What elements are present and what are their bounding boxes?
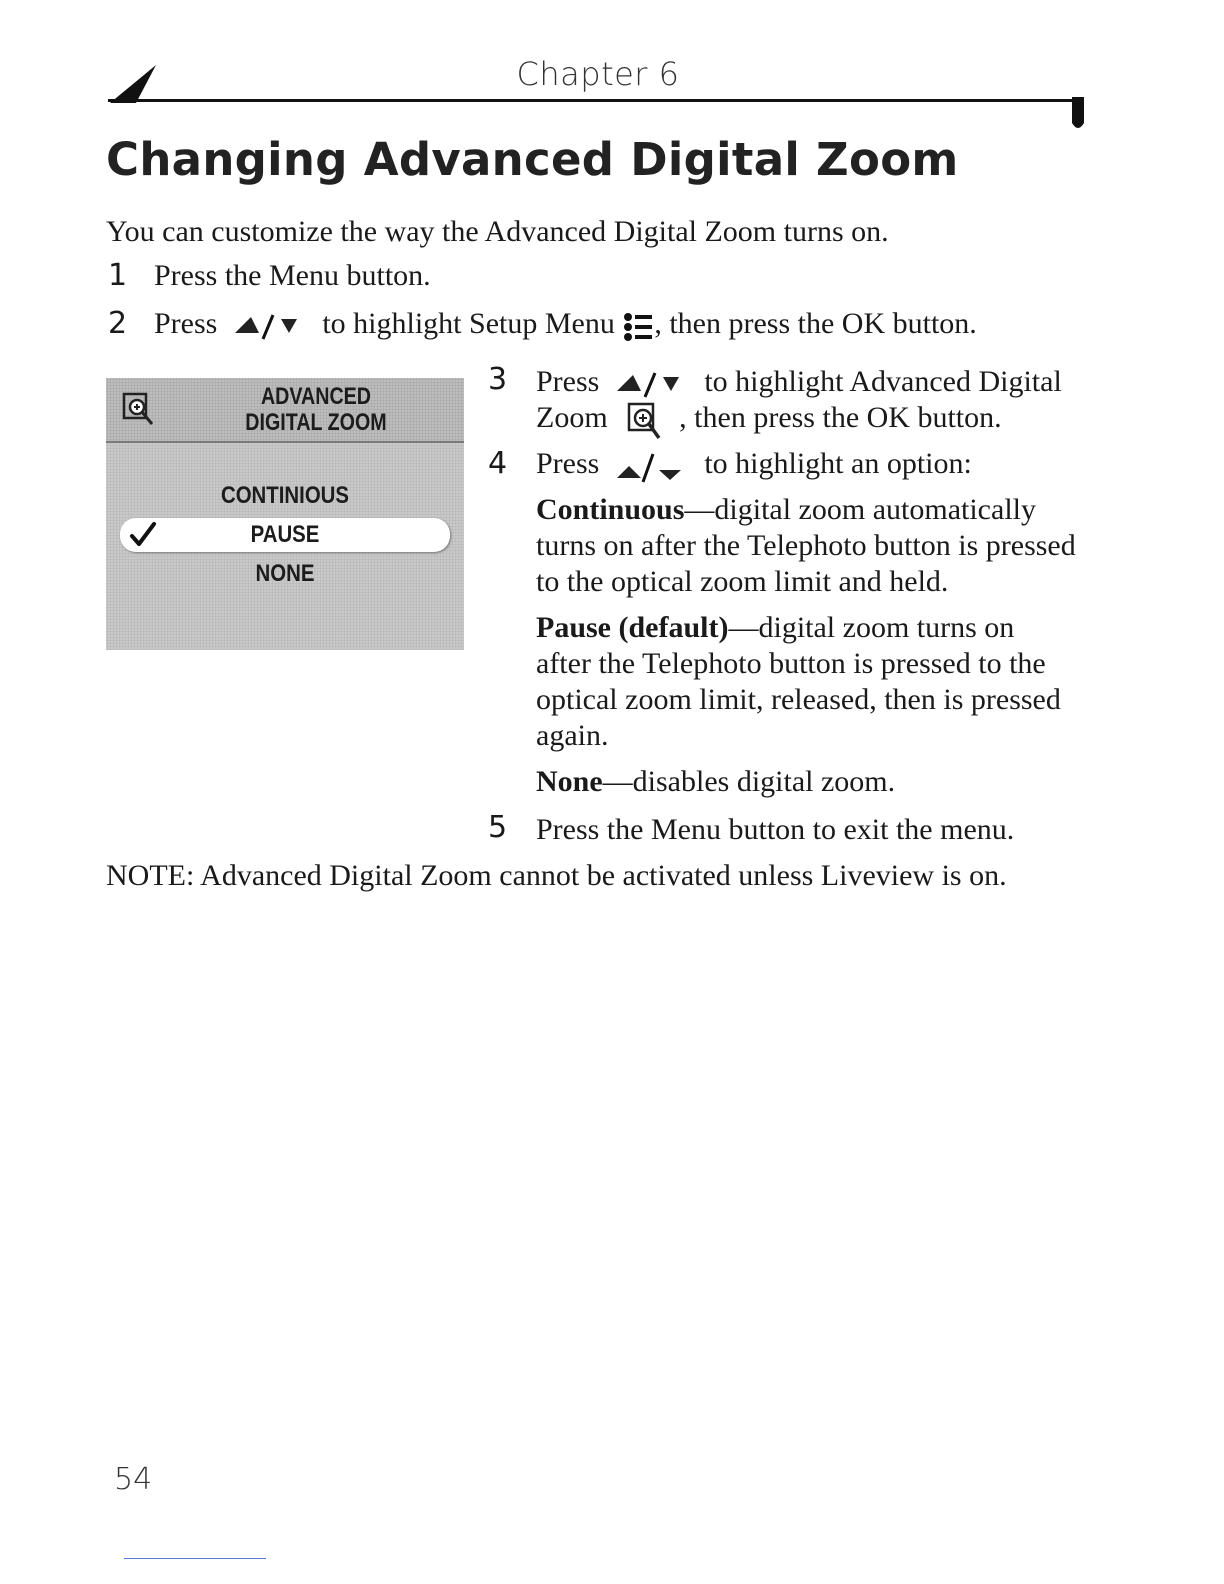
option-description: —digital zoom automatically turns on after the Telephoto button is pressed to the optical zoom limit and held. [536,493,1076,598]
step-prefix: Press [536,447,600,480]
up-down-arrows-icon [607,369,697,399]
footer-rule [124,1558,266,1559]
step-number: 2 [108,306,128,341]
lcd-option: NONE [255,560,315,587]
option-description: —disables digital zoom. [602,765,896,798]
step-text-line2 [536,400,1002,440]
step-prefix: Press [536,365,600,398]
step-number: 4 [488,446,508,481]
digital-zoom-magnifier-icon [625,400,671,440]
step-text [154,306,977,342]
chapter-label: Chapter 6 [516,55,680,93]
intro-text: You can customize the way the Advanced Digital Zoom turns on. [106,215,889,248]
step-number: 5 [488,810,508,845]
option-description: —digital zoom turns on after the Telephoto button is pressed to the optical zoom limit, released, then is pressed again. [536,611,1061,752]
step-suffix: , then press the OK button. [679,401,1002,434]
step-number: 1 [108,258,128,293]
camera-lcd-screen [106,378,464,650]
header-rule [108,99,1083,102]
up-down-arrows-icon [225,311,315,341]
option-term: None [536,765,603,798]
option-term: Continuous [536,493,685,526]
step-middle: to highlight Advanced Digital [704,365,1062,398]
step-middle: to highlight Setup Menu [322,307,615,340]
digital-zoom-magnifier-icon [122,392,158,428]
option-term: Pause (default) [536,611,729,644]
note-text: NOTE: Advanced Digital Zoom cannot be activated unless Liveview is on. [106,859,1007,892]
lcd-option-label: PAUSE [250,521,320,548]
setup-menu-icon [622,310,654,342]
step-suffix: , then press the OK button. [654,307,977,340]
step-number: 3 [488,362,508,397]
header-end-mark-icon [1066,97,1090,133]
up-down-arrows-icon [607,448,697,484]
step-text: Press the Menu button. [154,259,431,292]
step-text: Press the Menu button to exit the menu. [536,813,1015,846]
step-prefix: Zoom [536,401,608,434]
option-none [536,764,1076,800]
lcd-selected-option [120,518,450,552]
lcd-title-line: DIGITAL ZOOM [245,409,387,436]
option-continuous [536,492,1076,600]
page-number: 54 [114,1462,153,1497]
option-pause [536,610,1076,754]
lcd-option: CONTINIOUS [220,482,350,509]
step-text [536,446,972,484]
lcd-header [106,378,464,443]
lcd-title-line: ADVANCED [260,383,372,410]
page-title: Changing Advanced Digital Zoom [106,133,959,186]
step-prefix: Press [154,307,218,340]
step-middle: to highlight an option: [704,447,972,480]
chapter-header [108,55,1088,135]
step-text [536,364,1062,400]
